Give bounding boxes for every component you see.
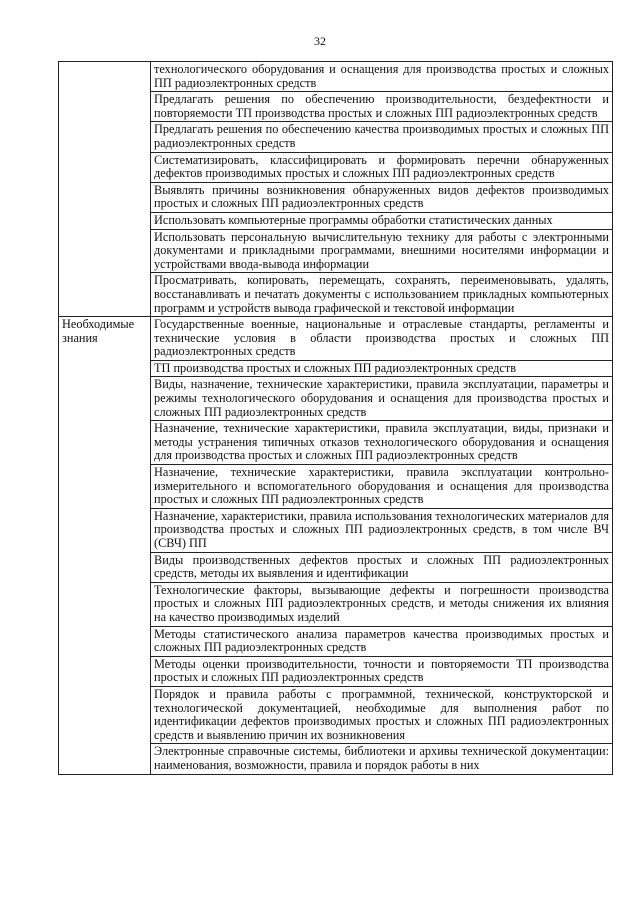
requirement-item: Методы статистического анализа параметров качества производимых простых и сложных ПП радиоэлектронных средств xyxy=(151,626,613,656)
requirements-table-body xyxy=(59,62,613,775)
requirement-item: Виды, назначение, технические характеристики, правила эксплуатации, параметры и режимы технологического оборудования и оснащения для производства простых и сложных ПП радиоэлектронных средств xyxy=(151,377,613,421)
requirement-item: ТП производства простых и сложных ПП радиоэлектронных средств xyxy=(151,360,613,377)
requirement-item: Выявлять причины возникновения обнаруженных видов дефектов производимых простых и сложных ПП радиоэлектронных средств xyxy=(151,182,613,212)
requirement-item: Назначение, технические характеристики, правила эксплуатации контрольно-измерительного и вспомогательного оборудования и оснащения для производства простых и сложных ПП радиоэлектронных средств xyxy=(151,465,613,509)
section-label xyxy=(59,62,151,317)
requirement-item: Назначение, характеристики, правила использования технологических материалов для производства простых и сложных ПП радиоэлектронных средств, в том числе ВЧ (СВЧ) ПП xyxy=(151,508,613,552)
requirement-item: Систематизировать, классифицировать и формировать перечни обнаруженных дефектов производимых простых и сложных ПП радиоэлектронных средств xyxy=(151,152,613,182)
requirement-item: Использовать персональную вычислительную технику для работы с электронными документами и прикладными программами, внешними носителями информации и устройствами ввода-вывода информации xyxy=(151,229,613,273)
requirements-table xyxy=(58,61,613,775)
table-row xyxy=(59,317,613,361)
requirement-item: Назначение, технические характеристики, правила эксплуатации, виды, признаки и методы устранения типичных отказов технологического оборудования и оснащения для производства простых и сложных ПП радиоэлектронных средств xyxy=(151,421,613,465)
requirement-item: Методы оценки производительности, точности и повторяемости ТП производства простых и сложных ПП радиоэлектронных средств xyxy=(151,656,613,686)
requirement-item: Технологические факторы, вызывающие дефекты и погрешности производства простых и сложных ПП радиоэлектронных средств, и методы снижения их влияния на качество производимых изделий xyxy=(151,582,613,626)
requirement-item: Виды производственных дефектов простых и сложных ПП радиоэлектронных средств, методы их выявления и идентификации xyxy=(151,552,613,582)
requirement-item: Предлагать решения по обеспечению качества производимых простых и сложных ПП радиоэлектронных средств xyxy=(151,122,613,152)
requirement-item: Государственные военные, национальные и отраслевые стандарты, регламенты и технические условия в области производства простых и сложных ПП радиоэлектронных средств xyxy=(151,317,613,361)
page-number: 32 xyxy=(314,34,326,48)
requirement-item: Просматривать, копировать, перемещать, сохранять, переименовывать, удалять, восстанавливать и печатать документы с использованием прикладных компьютерных программ и устройств вывода графической и текстовой информации xyxy=(151,273,613,317)
table-row xyxy=(59,62,613,92)
requirement-item: технологического оборудования и оснащения для производства простых и сложных ПП радиоэлектронных средств xyxy=(151,62,613,92)
requirement-item: Электронные справочные системы, библиотеки и архивы технической документации: наименования, возможности, правила и порядок работы в них xyxy=(151,744,613,774)
section-label: Необходимые знания xyxy=(59,317,151,774)
requirement-item: Предлагать решения по обеспечению производительности, бездефектности и повторяемости ТП производства простых и сложных ПП радиоэлектронных средств xyxy=(151,92,613,122)
requirement-item: Использовать компьютерные программы обработки статистических данных xyxy=(151,212,613,229)
requirement-item: Порядок и правила работы с программной, технической, конструкторской и технологической документацией, необходимые для выполнения работ по идентификации дефектов производимых простых и сложных ПП радиоэлектронных средств и выявлению причин их возникновения xyxy=(151,686,613,743)
